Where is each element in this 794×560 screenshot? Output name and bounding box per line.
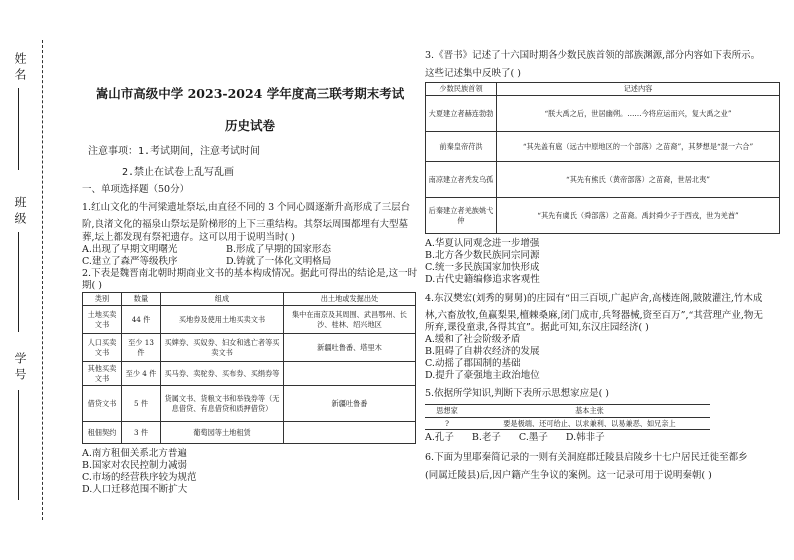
table-cell: 前秦皇帝苻洪 (426, 132, 497, 162)
notice-line-2: 2.禁止在试卷上乱写乱画 (122, 167, 235, 178)
table-header-row (426, 83, 780, 96)
table-cell: 买地券及使用土地买卖文书 (161, 306, 284, 334)
table-cell: 货属文书、货粮文书和举钱券等（无息借贷、有息借贷和质押借贷） (161, 386, 284, 422)
class-label: 班级 (13, 196, 27, 228)
q2-option-c: C.市场的经营秩序较为规范 (82, 472, 197, 483)
q2-option-b: B.国家对农民控制力减弱 (82, 460, 188, 471)
table-cell: 44 件 (122, 306, 161, 334)
exam-title: 嵩山市高级中学 2023-2024 学年度高三联考期末考试 (95, 86, 405, 101)
table-cell: “朕大禹之后，世居幽朔。……今将应运而兴，复大禹之业” (497, 96, 780, 132)
class-blank-line (18, 232, 19, 332)
table-cell: 要是极端、还可给止、以求兼利、以易兼恶、如兄亲上 (469, 417, 710, 430)
table-cell: 新疆吐鲁番 (284, 386, 416, 422)
table-row (426, 132, 780, 162)
table-header: 基本主张 (469, 405, 710, 418)
table-header-row (83, 293, 416, 306)
table-cell: 后秦建立者羌族姚弋仲 (426, 198, 497, 234)
notice-line-1: 注意事项：1.考试期间，注意考试时间 (88, 146, 261, 157)
table-header: 少数民族首领 (426, 83, 497, 96)
q1-option-d: D.铸就了一体化文明格局 (226, 256, 332, 267)
table-cell: 买婢券、买奴券、妇女和逃亡者等买卖文书 (161, 334, 284, 362)
binding-margin (0, 0, 60, 560)
q2-option-a: A.南方租佃关系北方普遍 (82, 448, 187, 459)
q5-option-c: C.墨子 (518, 432, 548, 443)
table-cell: “其先盖有扈（远古中原地区的一个部落）之苗裔”，其梦想是“混一六合” (497, 132, 780, 162)
table-cell: 3 件 (122, 422, 161, 444)
table-cell: 土地买卖文书 (83, 306, 122, 334)
q1-line-2: 阶,良渚文化的福泉山祭坛是阶梯形的上下三重结构。其祭坛周围都埋有大型墓 (82, 219, 409, 230)
cut-line (42, 40, 43, 520)
student-id-label: 学号 (13, 352, 27, 384)
q4-line-3: 所弃,课役童隶,各得其宜”。据此可知,东汉庄园经济( ) (425, 322, 649, 333)
table-row (83, 362, 416, 386)
table-header-row (425, 405, 710, 418)
table-row (425, 417, 710, 430)
student-id-blank-line (18, 390, 19, 500)
table-row (426, 162, 780, 198)
table-cell: 租佃契约 (83, 422, 122, 444)
table-cell: 新疆吐鲁番、塔里木 (284, 334, 416, 362)
q4-option-c: C.动摇了郡国制的基础 (425, 358, 521, 369)
table-cell: “其先有熊氏（黄帝部落）之苗裔，世居北夷” (497, 162, 780, 198)
q3-option-a: A.华夏认同观念进一步增强 (425, 238, 540, 249)
table-header: 类别 (83, 293, 122, 306)
q5-table (425, 404, 710, 430)
table-cell: 大夏建立者赫连勃勃 (426, 96, 497, 132)
table-cell: “其先有虞氏（舜部落）之苗裔。禹封舜少子于西戎，世为羌酋” (497, 198, 780, 234)
table-header: 思想家 (425, 405, 469, 418)
q2-table (82, 292, 416, 444)
table-cell: 集中在南京及其周围、武昌鄂州、长沙、桂林、绍兴地区 (284, 306, 416, 334)
q5-option-d: D.韩非子 (565, 432, 605, 443)
q3-option-b: B.北方各少数民族同宗同源 (425, 250, 540, 261)
name-blank-line (18, 88, 19, 170)
table-row (83, 422, 416, 444)
q3-line-2: 这些记述集中反映了( ) (425, 68, 521, 79)
table-cell: 至少 13 件 (122, 334, 161, 362)
q5-options (425, 432, 605, 444)
name-label: 姓名 (13, 52, 27, 84)
q3-table (425, 82, 780, 234)
table-cell: 买马券、卖驼券、买布券、买绢券等 (161, 362, 284, 386)
table-cell: 借贷文书 (83, 386, 122, 422)
table-cell (284, 362, 416, 386)
q3-option-c: C.统一多民族国家加快形成 (425, 262, 540, 273)
table-cell: 5 件 (122, 386, 161, 422)
q1-option-c: C.建立了森严等级秩序 (82, 256, 178, 267)
q4-option-a: A.缓和了社会阶级矛盾 (425, 334, 521, 345)
table-cell: 至少 4 件 (122, 362, 161, 386)
table-cell: 其他买卖文书 (83, 362, 122, 386)
q2-line-1: 2.下表是魏晋南北朝时期商业文书的基本构成情况。据此可得出的结论是,这一时 (82, 268, 418, 279)
q3-line-1: 3.《晋书》记述了十六国时期各少数民族首领的部族渊源,部分内容如下表所示。 (425, 50, 761, 61)
table-header: 组成 (161, 293, 284, 306)
q5-option-a: A.孔子 (425, 432, 454, 443)
table-cell: 葡萄园等土地租赁 (161, 422, 284, 444)
subject-title: 历史试卷 (224, 118, 275, 133)
q4-option-d: D.提升了豪强地主政治地位 (425, 370, 540, 381)
q1-option-b: B.形成了早期的国家形态 (226, 244, 332, 255)
q3-option-d: D.古代史籍编修追求客观性 (425, 274, 540, 285)
section-heading: 一、单项选择题（50分） (82, 184, 190, 195)
q5-option-b: B.老子 (471, 432, 501, 443)
q2-option-d: D.人口迁移范围不断扩大 (82, 484, 188, 495)
q1-line-3: 葬,坛上都发现有祭祀遗存。这可以用于说明当时( ) (82, 232, 295, 243)
q6-line-2: (同属迁陵县)后,因户籍产生争议的案例。这一记录可用于说明秦朝( ) (425, 470, 712, 481)
table-row (426, 198, 780, 234)
table-header: 记述内容 (497, 83, 780, 96)
table-header: 数量 (122, 293, 161, 306)
table-row (83, 306, 416, 334)
q2-line-2: 期( ) (82, 280, 102, 291)
table-cell: 人口买卖文书 (83, 334, 122, 362)
q1-line-1: 1.红山文化的牛河梁遗址祭坛,由直径不同的 3 个同心圆逐渐升高形成了三层台 (82, 202, 411, 213)
table-cell: ? (425, 417, 469, 430)
table-cell: 南凉建立者秃发乌孤 (426, 162, 497, 198)
q4-line-2: 林,六畜放牧,鱼赢梨果,檀棘桑麻,闭门成市,兵弩器械,资至百万”,“其营理产业,物无 (425, 310, 763, 321)
q5-line-1: 5.依据所学知识,判断下表所示思想家应是( ) (425, 388, 610, 399)
q4-option-b: B.阻碍了自耕农经济的发展 (425, 346, 540, 357)
q6-line-1: 6.下面为里耶秦简记录的一则有关洞庭郡迁陵县启陵乡十七户居民迁徙至都乡 (425, 452, 748, 463)
table-row (426, 96, 780, 132)
q4-line-1: 4.东汉樊宏(刘秀的舅舅)的庄园有“田三百顷,广起庐舍,高楼连阁,陂陂灌注,竹木成 (425, 293, 763, 304)
table-row (83, 334, 416, 362)
table-cell (284, 422, 416, 444)
table-header: 出土地或发掘出处 (284, 293, 416, 306)
q1-option-a: A.出现了早期文明曙光 (82, 244, 178, 255)
table-row (83, 386, 416, 422)
